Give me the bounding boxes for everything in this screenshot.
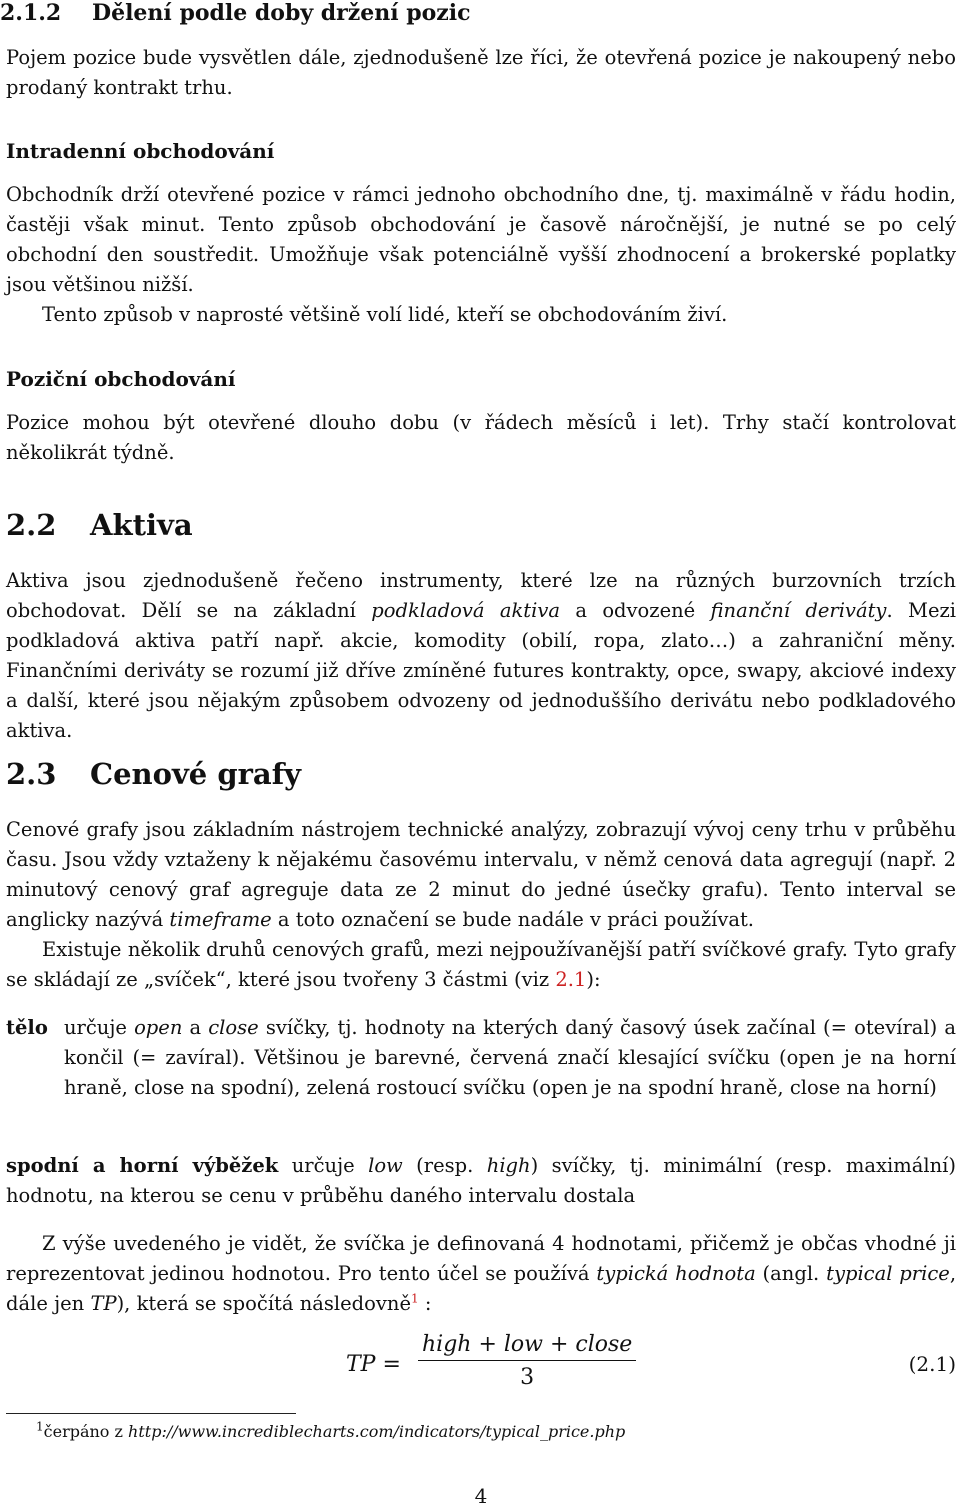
definition-text: určuje open a close svíčky, tj. hodnoty na kterých daný časový úsek začínal (= otevíral) a končil (= zavíral). Většinou je barevné, červená značí klesající svíčku (open je na horní hraně, close na spodní), zelená rostoucí svíčku (open je na spodní hraně, close na horní) [64, 1016, 956, 1099]
figure-reference-link[interactable]: 2.1 [555, 968, 587, 991]
definition-term: tělo [6, 1016, 48, 1039]
intraday-paragraph-2: Tento způsob v naprosté většině volí lidé, kteří se obchodováním živí. [42, 303, 728, 326]
footnote-marker-link[interactable]: 1 [411, 1291, 419, 1306]
equation-numerator: high + low + close [418, 1330, 636, 1361]
equation-fraction [418, 1330, 636, 1395]
subsection-title: Dělení podle doby držení pozic [92, 0, 471, 26]
charts-paragraph-3: Z výše uvedeného je vidět, že svíčka je definovaná 4 hodnotami, přičemž je občas vhodné ji reprezentovat jedinou hodnotou. Pro tento účel se používá typická hodnota (angl. typical price, dále jen TP), která se spočítá následovně$^1$ : [6, 1232, 957, 1315]
equation-lhs: TP = [346, 1352, 401, 1377]
footnote-url[interactable]: http://www.incrediblecharts.com/indicators/typical_price.php [128, 1422, 626, 1441]
equation-denominator: 3 [520, 1365, 535, 1390]
definition-text: spodní a horní výběžek určuje low (resp. high) svíčky, tj. minimální (resp. maximální) hodnotu, na kterou se cenu v průběhu daného intervalu dostala [6, 1154, 956, 1207]
section-heading-aktiva [6, 508, 193, 542]
section-title: Aktiva [90, 508, 193, 542]
emph-derivatives: finanční deriváty [710, 599, 887, 622]
paragraph-heading-intraday: Intradenní obchodování [6, 139, 275, 163]
position-paragraph: Pozice mohou být otevřené dlouho dobu (v řádech měsíců i let). Trhy stačí kontrolovat několikrát týdně. [6, 411, 956, 464]
footnote-rule [6, 1413, 296, 1414]
section-number: 2.2 [6, 508, 57, 542]
footnote-mark: 1 [36, 1419, 44, 1434]
subsection-heading [0, 0, 471, 26]
charts-paragraph-1: Cenové grafy jsou základním nástrojem technické analýzy, zobrazují vývoj ceny trhu v průběhu času. Jsou vždy vztaženy k nějakému časovému intervalu, v němž cenová data agregují (např. 2 minutový cenový graf agreguje data ze 2 minut do jedné úsečky grafu). Tento interval se anglicky nazývá timeframe a toto označení se bude nadále v práci používat. [6, 818, 956, 931]
footnote: $^1$čerpáno z http://www.incrediblecharts.com/indicators/typical_price.php [36, 1419, 626, 1441]
section-title: Cenové grafy [90, 757, 302, 791]
paragraph-heading-position: Poziční obchodování [6, 367, 236, 391]
emph-timeframe: timeframe [169, 908, 272, 931]
intraday-paragraph: Obchodník drží otevřené pozice v rámci jednoho obchodního dne, tj. maximálně v řádu hodin, častěji však minut. Tento způsob obchodování je časově náročnější, je nutné se po celý obchodní den soustředit. Umožňuje však potenciálně vyšší zhodnocení a brokerské poplatky jsou většinou nižší. [6, 183, 956, 296]
equation-typical-price [6, 1330, 956, 1410]
subsection-number: 2.1.2 [0, 0, 62, 26]
definition-wicks [6, 1151, 956, 1211]
equation-number: (2.1) [908, 1352, 956, 1376]
emph-underlying: podkladová aktiva [371, 599, 561, 622]
intro-paragraph: Pojem pozice bude vysvětlen dále, zjednodušeně lze říci, že otevřená pozice je nakoupený nebo prodaný kontrakt trhu. [6, 46, 956, 99]
definition-body [6, 1013, 956, 1103]
page-number: 4 [474, 1484, 488, 1508]
aktiva-paragraph: Aktiva jsou zjednodušeně řečeno instrumenty, které lze na různých burzovních trzích obchodovat. Dělí se na základní podkladová aktiva a odvozené finanční deriváty. Mezi podkladová aktiva patří např. akcie, komodity (obilí, ropa, zlato…) a zahraniční měny. Finančními deriváty se rozumí již dříve zmíněné futures kontrakty, opce, swapy, akciové indexy a další, které jsou nějakým způsobem odvozeny od jednoduššího derivátu nebo podkladového aktiva. [6, 569, 956, 742]
definition-term: spodní a horní výběžek [6, 1154, 279, 1177]
section-number: 2.3 [6, 757, 57, 791]
section-heading-charts [6, 757, 301, 791]
charts-paragraph-2: Existuje několik druhů cenových grafů, mezi nejpoužívanější patří svíčkové grafy. Tyto grafy se skládají ze „svíček“, které jsou tvořeny 3 částmi (viz 2.1): [6, 938, 956, 991]
